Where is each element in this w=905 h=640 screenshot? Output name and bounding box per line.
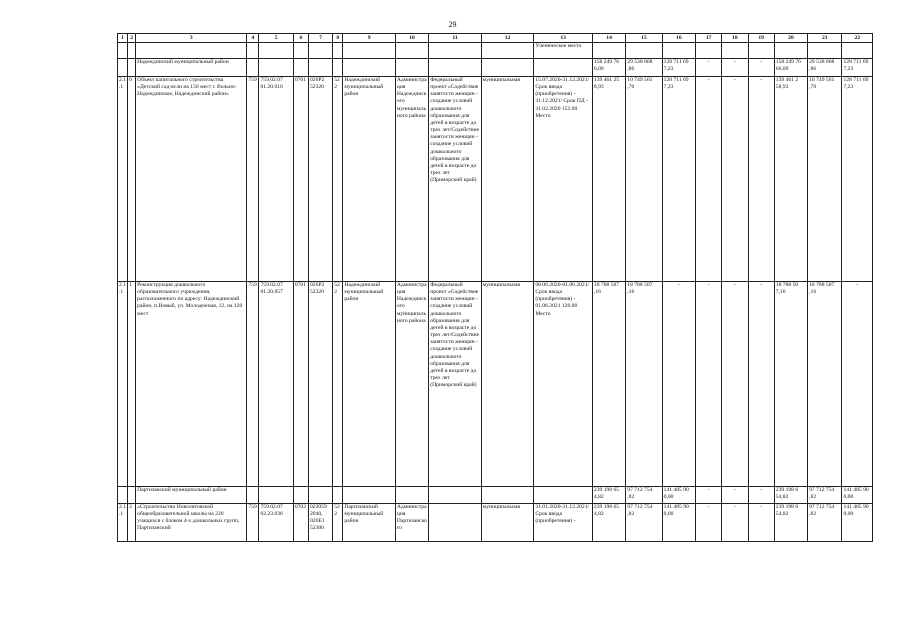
col-num: 16 — [662, 34, 695, 43]
amount-cell: 139 461 2 58,93 — [774, 77, 807, 282]
col-num: 13 — [534, 34, 593, 43]
amount-cell: 158 249 76 66,09 — [774, 59, 807, 77]
amount-cell: 239 198 6 54,82 — [774, 504, 807, 542]
ownership-cell: муниципальная — [481, 77, 534, 282]
item-number-suffix: 0 — [128, 77, 136, 282]
col-num: 9 — [343, 34, 396, 43]
col-num: 12 — [481, 34, 534, 43]
dash-cell: - — [748, 59, 774, 77]
code-cell: 522 — [333, 504, 343, 542]
col-num: 10 — [395, 34, 428, 43]
amount-cell: 97 712 754 ,82 — [626, 487, 662, 504]
amount-cell: 239 198 65 4,82 — [592, 504, 625, 542]
amount-cell: 141 485 90 0,00 — [842, 504, 873, 542]
unit-cell: Ученическое место — [534, 43, 593, 59]
code-cell: 026P2 52320 — [308, 282, 332, 487]
code-cell: 0702 — [293, 504, 308, 542]
municipality-total-row — [118, 487, 873, 504]
project-row — [118, 282, 873, 487]
col-num: 22 — [842, 34, 873, 43]
budget-table — [117, 33, 873, 542]
code-cell: 759 — [247, 282, 259, 487]
code-cell: 759.02.07 01.20.010 — [259, 77, 293, 282]
project-name: Объект капитального строительства «Детский сад-ясли на 150 мест г. Вольно-Надеждинское, Надеждинский район» — [136, 77, 247, 282]
administration-cell: Администрация Надеждинского муниципального района — [395, 77, 428, 282]
code-cell: 759.02.07 01.20.057 — [259, 282, 293, 487]
amount-cell: 10 749 561 ,70 — [808, 77, 842, 282]
col-num: 15 — [626, 34, 662, 43]
dash-cell: - — [695, 77, 721, 282]
dash-cell: - — [722, 504, 748, 542]
amount-cell: 29 538 068 ,86 — [626, 59, 662, 77]
project-row — [118, 77, 873, 282]
dash-cell: - — [695, 282, 721, 487]
page-number: 29 — [448, 20, 457, 29]
item-number-suffix: 1 — [128, 282, 136, 487]
dash-cell: - — [695, 59, 721, 77]
amount-cell: 141 485 90 0,00 — [662, 504, 695, 542]
amount-cell: 141 485 90 0,00 — [662, 487, 695, 504]
dash-cell: - — [722, 77, 748, 282]
item-number: 2.1.1 — [118, 504, 128, 542]
item-number: 2.1.1 — [118, 282, 128, 487]
column-number-row — [118, 34, 873, 43]
administration-cell: Администрация Надеждинского муниципального района — [395, 282, 428, 487]
code-cell: 522 — [333, 77, 343, 282]
amount-cell: 158 249 76 6,09 — [592, 59, 625, 77]
col-num: 17 — [695, 34, 721, 43]
amount-cell: 141 485 90 0,00 — [842, 487, 873, 504]
amount-cell: 128 711 69 7,23 — [662, 59, 695, 77]
municipality-title: Партизанский муниципальный район — [136, 487, 247, 504]
dash-cell: - — [722, 282, 748, 487]
municipality-title: Надеждинский муниципальный район — [136, 59, 247, 77]
amount-cell: 97 712 754 ,82 — [626, 504, 662, 542]
dash-cell: - — [748, 77, 774, 282]
col-num: 1 — [118, 34, 128, 43]
amount-cell: 18 788 50 7,16 — [774, 282, 807, 487]
code-cell: 759 — [247, 77, 259, 282]
municipality-cell: Партизанский муниципальный район — [343, 504, 396, 542]
dash-cell: - — [748, 487, 774, 504]
dash-cell: - — [695, 487, 721, 504]
amount-cell: 128 711 69 7,23 — [662, 77, 695, 282]
amount-cell: 97 712 754 ,82 — [808, 487, 842, 504]
amount-cell: 128 711 69 7,23 — [842, 59, 873, 77]
municipality-cell: Надеждинский муниципальный район — [343, 77, 396, 282]
col-num: 14 — [592, 34, 625, 43]
col-num: 2 — [128, 34, 136, 43]
dash-cell: - — [722, 487, 748, 504]
item-number-suffix: 2 — [128, 504, 136, 542]
dash-cell: - — [748, 504, 774, 542]
federal-project-cell: Федеральный проект «Содействие занятости женщин - создание условий дошкольного образования для детей в возрасте до трех лет/Содействие занятости женщин - создание условий дошкольного образования для детей в возрасте до трех лет (Приморский край) — [429, 282, 482, 487]
amount-cell: 18 788 507 ,16 — [808, 282, 842, 487]
amount-cell: 10 749 561 ,70 — [626, 77, 662, 282]
code-cell: 0701 — [293, 282, 308, 487]
project-name: «Строительство Новолитовской общеобразовательной школы на 220 учащихся с блоком 4-х дошкольных групп, Партизанский — [136, 504, 247, 542]
federal-project-cell: Федеральный проект «Содействие занятости женщин - создание условий дошкольного образования для детей в возрасте до трех лет/Содействие занятости женщин - создание условий дошкольного образования для детей в возрасте до трех лет (Приморский край) — [429, 77, 482, 282]
col-num: 4 — [247, 34, 259, 43]
col-num: 19 — [748, 34, 774, 43]
amount-cell: 239 198 6 54,82 — [774, 487, 807, 504]
code-cell: 022059 2040, 026E1 52300 — [308, 504, 332, 542]
ownership-cell: муниципальная — [481, 504, 534, 542]
dash-cell: - — [842, 282, 873, 487]
federal-project-cell — [429, 504, 482, 542]
code-cell: 0701 — [293, 77, 308, 282]
municipality-total-row — [118, 59, 873, 77]
amount-cell: 128 711 69 7,23 — [842, 77, 873, 282]
amount-cell: 239 198 65 4,82 — [592, 487, 625, 504]
project-name: Реконструкция дошкольного образовательного учреждения, расположенного по адресу: Надеждинский район, п.Новый, ул. Молодежная, 12, на 120 мест — [136, 282, 247, 487]
municipality-cell: Надеждинский муниципальный район — [343, 282, 396, 487]
dash-cell: - — [695, 504, 721, 542]
schedule-cell: 15.07.2020-31.12.2021/ Срок ввода (приобретения) - 31.12.2021/ Срок ПД - 31.02.2020 152.00 Место — [534, 77, 593, 282]
col-num: 8 — [333, 34, 343, 43]
dash-cell: - — [722, 59, 748, 77]
col-num: 5 — [259, 34, 293, 43]
dash-cell: - — [748, 282, 774, 487]
col-num: 3 — [136, 34, 247, 43]
col-num: 7 — [308, 34, 332, 43]
continuation-row — [118, 43, 873, 59]
code-cell: 759.02.07 02.23.036 — [259, 504, 293, 542]
code-cell: 026P2 52320 — [308, 77, 332, 282]
code-cell: 522 — [333, 282, 343, 487]
code-cell: 759 — [247, 504, 259, 542]
amount-cell: 18 788 507 ,16 — [592, 282, 625, 487]
col-num: 6 — [293, 34, 308, 43]
schedule-cell: 08.06.2020-01.06.2021/ Срок ввода (приобретения) - 01.06.2021 120.00 Место — [534, 282, 593, 487]
amount-cell: 139 461 25 8,93 — [592, 77, 625, 282]
schedule-cell: 31.01.2020-31.12.2021/ Срок ввода (приобретения) - — [534, 504, 593, 542]
amount-cell: 29 538 068 ,86 — [808, 59, 842, 77]
administration-cell: Администрация Партизанского — [395, 504, 428, 542]
amount-cell: 97 712 754 ,82 — [808, 504, 842, 542]
col-num: 18 — [722, 34, 748, 43]
project-row — [118, 504, 873, 542]
col-num: 21 — [808, 34, 842, 43]
col-num: 20 — [774, 34, 807, 43]
ownership-cell: муниципальная — [481, 282, 534, 487]
dash-cell: - — [662, 282, 695, 487]
amount-cell: 18 788 507 ,16 — [626, 282, 662, 487]
item-number: 2.1.1 — [118, 77, 128, 282]
col-num: 11 — [429, 34, 482, 43]
